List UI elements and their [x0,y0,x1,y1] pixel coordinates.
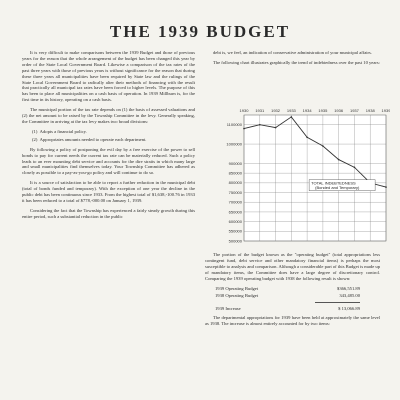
paragraph: The following chart illustrates graphically the trend of indebtedness over the past 10 years: [213,59,380,65]
budget-row-label: 1939 Operating Budget [215,285,259,291]
budget-row-label: 1939 Increase [215,306,241,312]
data-point [259,124,261,126]
series-label: TOTAL INDEBTEDNESS [311,180,356,186]
budget-row [215,286,360,292]
y-tick-label: 550000 [228,228,242,234]
paragraph: The portion of the budget known as the "operating budget" (total appropriations less contingent fund, debt service and other mandatory financial items) is perhaps the most susceptible to analysis and comparison. Although a considerable part of this Budget is made up of mandatory items, the Committee does have a large degree of discretionary control. Comparing the 1939 operating budget with 1938 the following result is shown: [205,252,380,281]
data-point [385,186,387,188]
x-tick-label: 1931 [255,108,265,113]
data-point [322,145,324,147]
paragraph: Considering the fact that the Township has experienced a fairly steady growth during this entire period, such a substantial reduction in the public [22,207,195,219]
divider [315,302,360,303]
right-column-intro [205,50,380,70]
left-column [22,50,195,224]
y-tick-label: 900000 [228,160,242,166]
x-tick-label: 1937 [349,108,359,113]
list-item: (1) Adopts a financial policy. [32,128,87,134]
paragraph: It is a source of satisfaction to be able to report a further reduction in the municipal debt (total of bonds funded and temporary). With the exception of one year the decline in the public debt has been continuous since 1933. From the highest total of $1,638,-100.76 in 1933 it has been reduced to a total of $778,-000.00 on January 1, 1939. [22,180,195,203]
indebtedness-chart [222,103,390,246]
budget-row-value: $366,551.89 [337,285,360,291]
x-tick-label: 1932 [271,108,281,113]
y-tick-label: 850000 [228,170,242,176]
data-point [275,127,277,129]
budget-row [215,306,360,312]
y-tick-label: 700000 [228,199,242,205]
indebtedness-chart-svg [222,103,390,246]
data-point [354,167,356,169]
x-tick-label: 1938 [365,108,375,113]
y-tick-label: 650000 [228,209,242,215]
x-tick-label: 1935 [318,108,328,113]
series-label-sub: (Bonded and Temporary) [315,185,360,191]
y-tick-label: 1100000 [226,122,242,128]
budget-row-value: 343,485.00 [339,293,360,299]
data-point [306,136,308,138]
budget-comparison [215,286,360,313]
y-tick-label: 600000 [228,219,242,225]
data-point [338,159,340,161]
x-tick-label: 1933 [286,108,296,113]
right-column-lower [205,252,380,331]
paragraph: The municipal portion of the tax rate depends on (1) the basis of assessed valuations and (2) the net amount to be raised by the Township Committee in the levy. Generally speaking, the Committee in arriving at the tax levy makes two broad divisions: [22,107,195,124]
paragraph: By following a policy of postponing the evil day by a free exercise of the power to sell bonds to pay for current needs the current tax rate can be materially reduced. Such a policy leads to an ever mounting debt service and accounts for the dire straits in which many large and small municipalities find themselves today. Your Township Committee has adhered as closely as possible to a pay-as-you-go policy and will continue to do so. [22,146,195,176]
budget-row-label: 1938 Operating Budget [215,293,259,299]
y-tick-label: 500000 [228,238,242,244]
paragraph: The departmental appropriations for 1939 have been held at approximately the same level as 1938. The increase is almost entirely accounted for by two items: [205,315,380,327]
y-tick-label: 800000 [228,180,242,186]
paragraph: It is very difficult to make comparisons between the 1939 Budget and those of previous years for the reason that the whole arrangement of the budget has been changed this year by order of the State Local Government Board. Likewise a comparison of the tax rates of the past three years with those of previous years is without significance for the reason that during these three years all municipalities have been required by State law and the rulings of the State Local Government Board to radically alter their methods of financing with the result that practically all municipal tax rates have been forced to higher levels. The purpose of this has been to place all municipalities on a cash basis of operation. In 1939 Millburn is, for the first time in its history, operating on a cash basis. [22,50,195,103]
list-item: (2) Appropriates amounts needed to operate each department. [32,136,147,142]
budget-row-value: $ 13,066.89 [338,306,360,312]
paragraph: debt is, we feel, an indication of conservative administration of your municipal affairs. [213,50,372,55]
budget-row [215,293,360,299]
x-tick-label: 1930 [239,108,249,113]
page-title: THE 1939 BUDGET [109,22,291,41]
data-point [243,128,245,130]
y-tick-label: 1000000 [226,141,242,147]
x-tick-label: 1934 [302,108,312,113]
policy-list [32,129,195,143]
x-tick-label: 1936 [334,108,344,113]
y-tick-label: 750000 [228,189,242,195]
data-point [291,116,293,118]
x-tick-label: 1939 [381,108,390,113]
